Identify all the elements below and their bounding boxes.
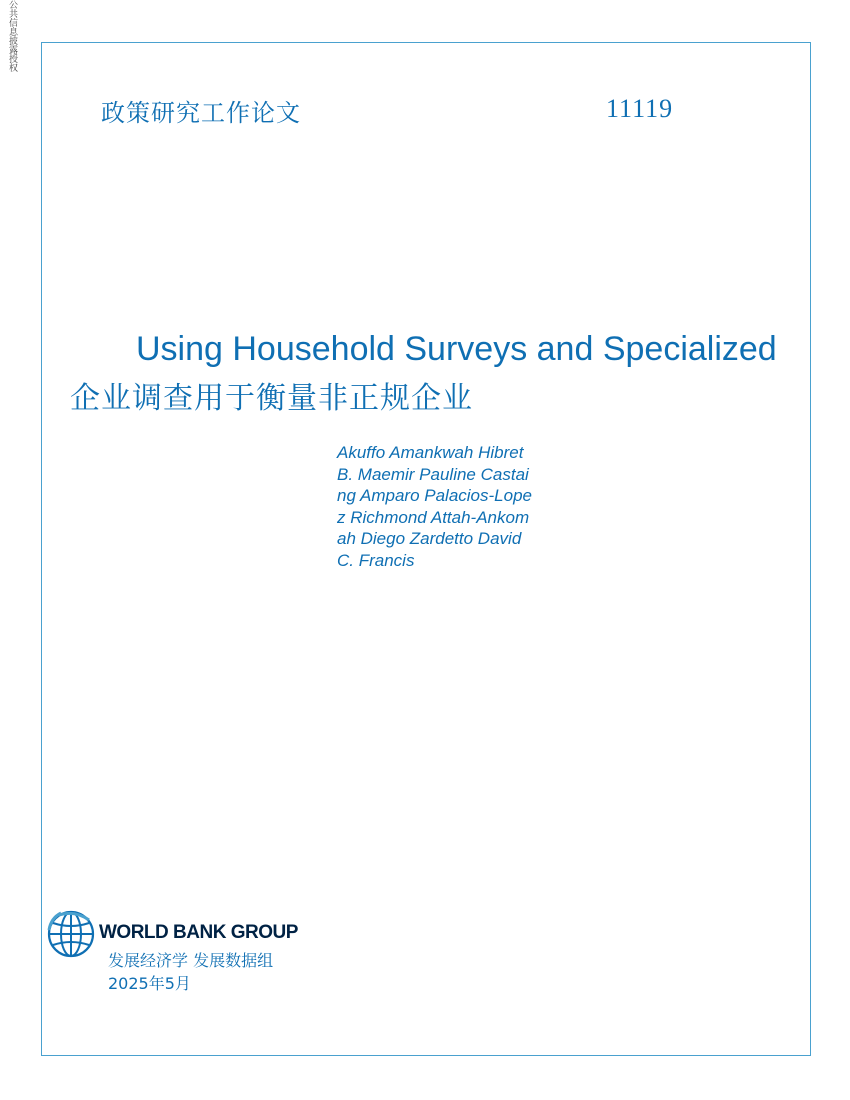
series-title: 政策研究工作论文 (101, 99, 301, 127)
title-chinese: 企业调查用于衡量非正规企业 (70, 381, 473, 416)
title-english: Using Household Surveys and Specialized (136, 330, 777, 368)
author-list: Akuffo Amankwah Hibret B. Maemir Pauline Castaing Amparo Palacios-Lopez Richmond Attah-Ankomah Diego Zardetto David C. Francis (337, 443, 532, 570)
disclosure-stamp: 公共信息披露授权 (7, 0, 17, 72)
publishing-unit-date: 发展经济学 发展数据组 2025年5月 (108, 951, 274, 993)
world-bank-globe-icon (45, 908, 97, 960)
brand-wordmark: WORLD BANK GROUP (99, 922, 298, 943)
paper-number: 11119 (606, 94, 674, 123)
